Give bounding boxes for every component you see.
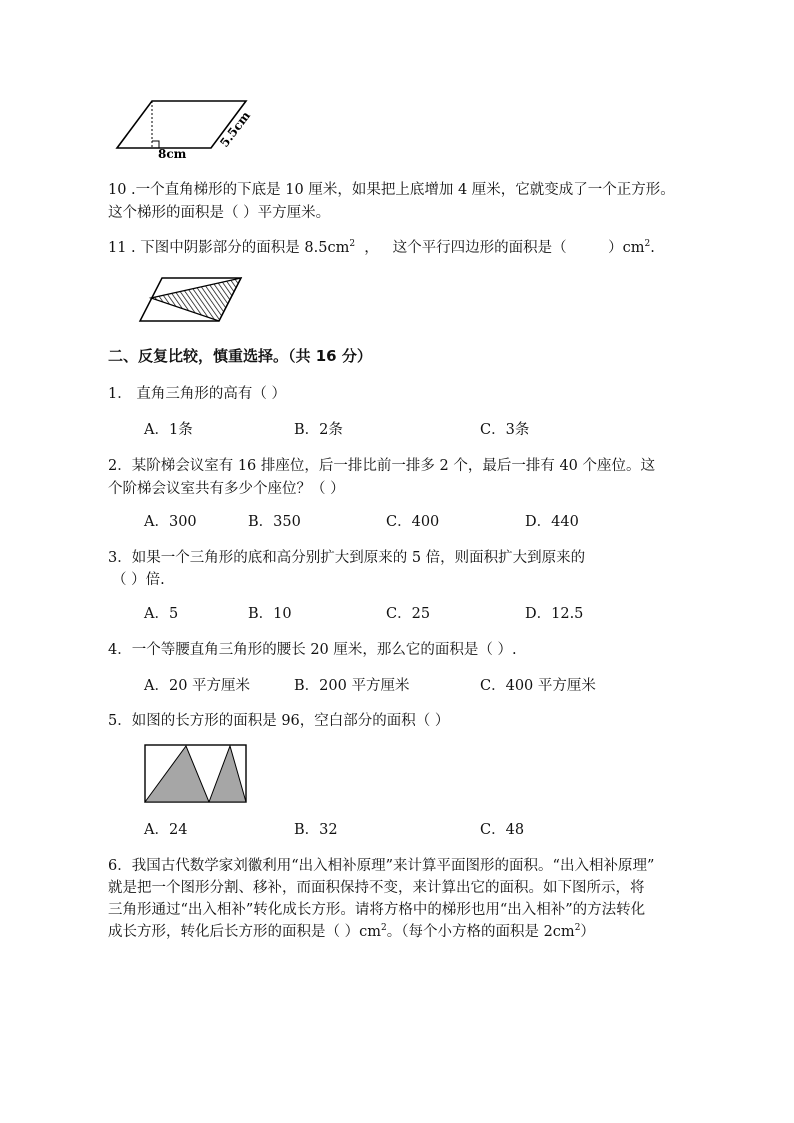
- s2q6-line4: [108, 920, 595, 941]
- q11-text-a: 11 . 下图中阴影部分的面积是 8.5cm: [108, 240, 350, 256]
- s2q3-line1: 3．如果一个三角形的底和高分别扩大到原来的 5 倍，则面积扩大到原来的: [108, 550, 586, 566]
- s2q4-option-b: B．200 平方厘米: [294, 678, 410, 694]
- q11-text-b: ， 这个平行四边形的面积是（ ）cm: [355, 240, 645, 256]
- section-2-title: 二、反复比较，慎重选择。（共 16 分）: [108, 347, 372, 365]
- q10-line2: 这个梯形的面积是（ ）平方厘米。: [108, 205, 331, 221]
- q11-text-c: .: [650, 240, 655, 256]
- s2q5-option-c: C．48: [480, 822, 525, 838]
- s2q3-option-a: A．5: [144, 606, 179, 622]
- s2q6-line1: 6．我国古代数学家刘徽利用“出入相补原理”来计算平面图形的面积。“出入相补原理”: [108, 858, 655, 874]
- s2q1-stem: 1． 直角三角形的高有（ ）: [108, 386, 286, 402]
- s2q5-stem: 5．如图的长方形的面积是 96，空白部分的面积（ ）: [108, 713, 450, 729]
- s2q4-stem: 4．一个等腰直角三角形的腰长 20 厘米，那么它的面积是（ ）.: [108, 642, 517, 658]
- s2q6-line2: 就是把一个图形分割、移补，而面积保持不变，来计算出它的面积。如下图所示，将: [108, 880, 645, 896]
- s2q6-line3: 三角形通过“出入相补”转化成长方形。请将方格中的梯形也用“出入相补”的方法转化: [108, 902, 646, 918]
- s2q3-option-b: B．10: [248, 606, 292, 622]
- s2q3-option-d: D．12.5: [525, 606, 584, 622]
- s2q3-option-c: C．25: [386, 606, 431, 622]
- base-label: 8cm: [158, 147, 187, 161]
- s2q4-option-a: A．20 平方厘米: [144, 678, 251, 694]
- s2q1-option-c: C．3条: [480, 422, 530, 438]
- s2q1-option-b: B．2条: [294, 422, 343, 438]
- s2q2-line1: 2．某阶梯会议室有 16 排座位，后一排比前一排多 2 个，最后一排有 40 个座位。这: [108, 458, 656, 474]
- q10-line1: 10 .一个直角梯形的下底是 10 厘米，如果把上底增加 4 厘米，它就变成了一个正方形。: [108, 182, 675, 198]
- s2q6-line4b: 。（每个小方格的面积是 2cm: [386, 924, 575, 940]
- s2q2-option-b: B．350: [248, 514, 301, 530]
- s2q5-option-a: A．24: [144, 822, 188, 838]
- q11-sup-a: 2: [349, 239, 356, 250]
- s2q6-line4c: ）: [580, 924, 595, 940]
- q11-sup-b: 2: [644, 239, 651, 250]
- s2q6-sup4b: 2: [574, 923, 581, 934]
- s2q5-option-b: B．32: [294, 822, 338, 838]
- s2q4-option-c: C．400 平方厘米: [480, 678, 596, 694]
- s2q1-option-a: A．1条: [144, 422, 193, 438]
- s2q6-line4a: 成长方形，转化后长方形的面积是（ ）cm: [108, 924, 381, 940]
- s2q2-option-c: C．400: [386, 514, 440, 530]
- side-label: 5.5cm: [217, 108, 254, 150]
- s2q6-sup4a: 2: [380, 923, 387, 934]
- s2q2-line2: 个阶梯会议室共有多少个座位？（ ）: [108, 481, 345, 497]
- s2q2-option-d: D．440: [525, 514, 579, 530]
- s2q3-line2: （ ）倍.: [112, 572, 165, 588]
- s2q2-option-a: A．300: [144, 514, 197, 530]
